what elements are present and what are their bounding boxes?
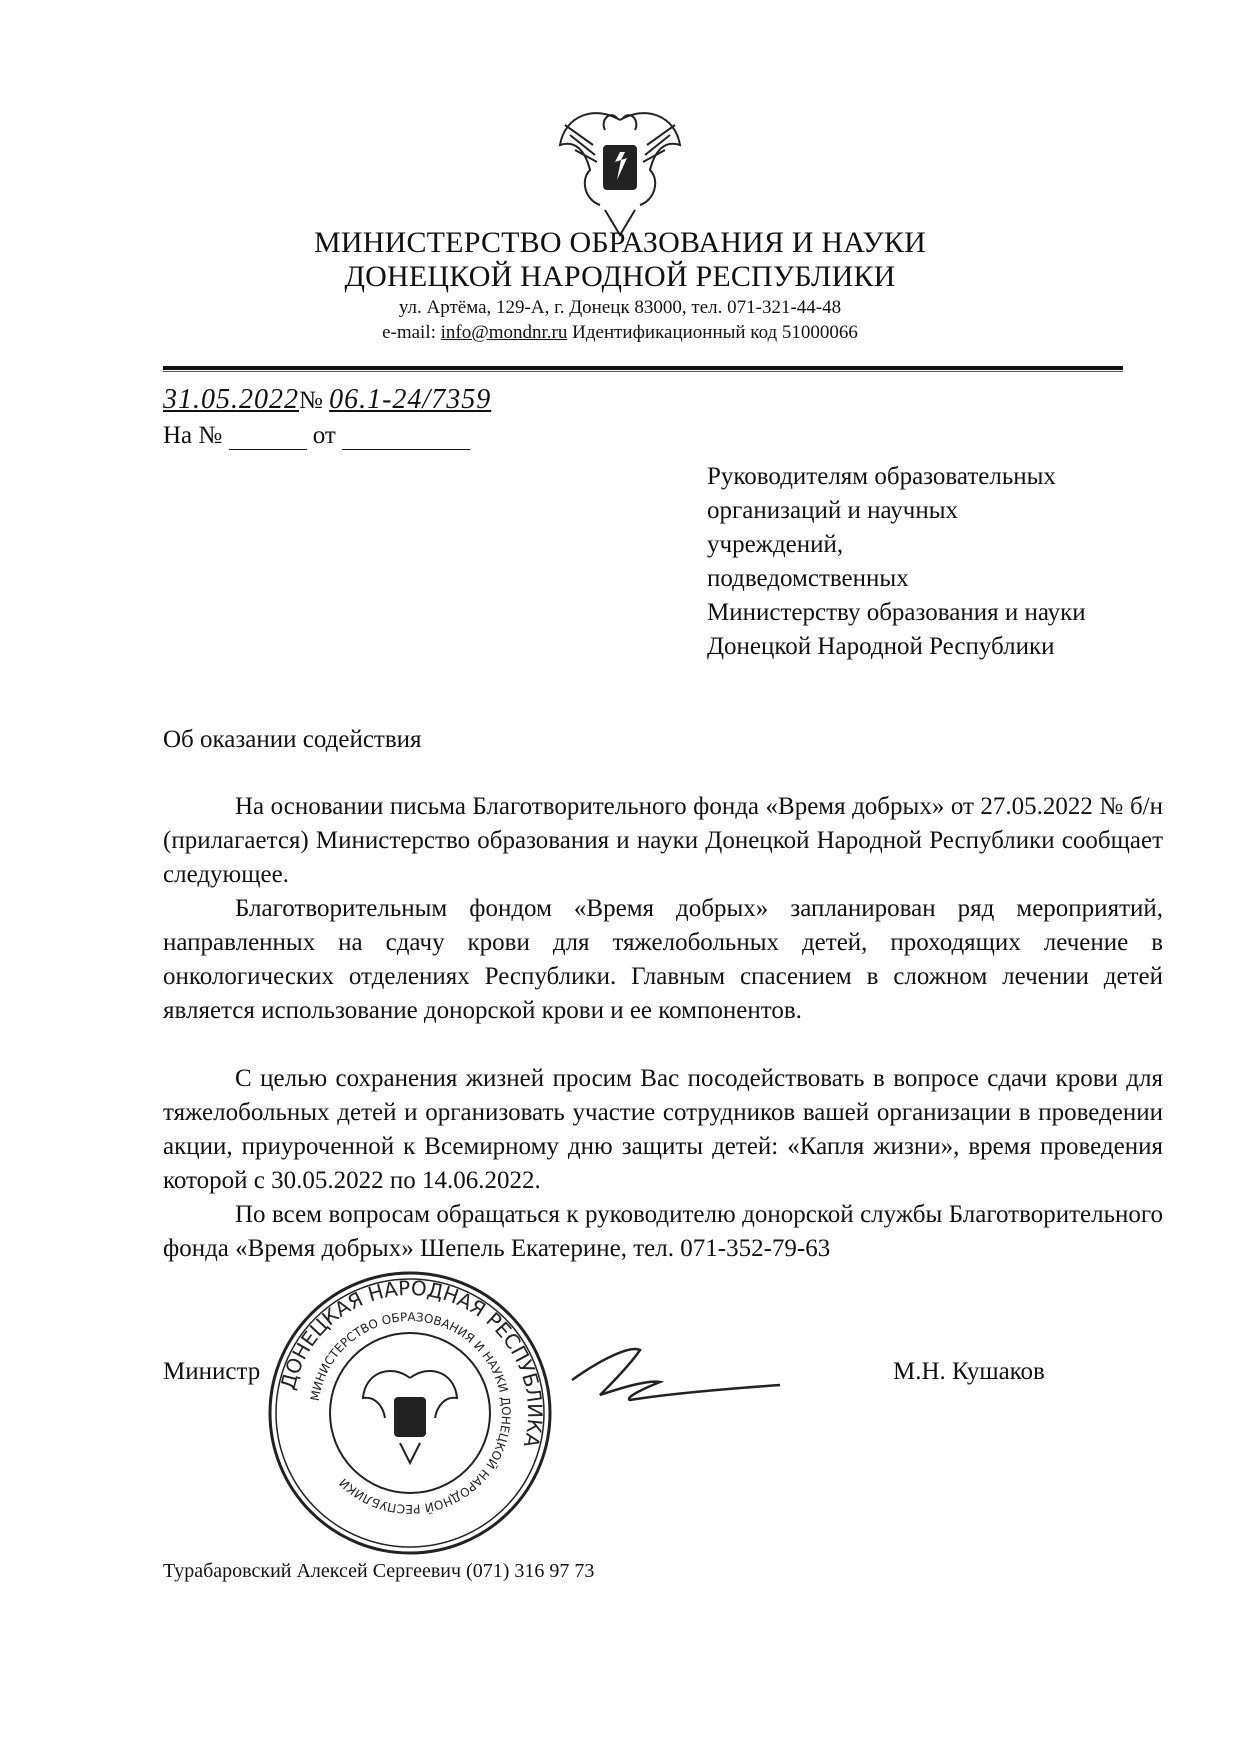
paragraph-4 bbox=[163, 1198, 1163, 1266]
addressee-line: Донецкой Народной Республики bbox=[707, 633, 1055, 660]
registration-line bbox=[163, 384, 491, 416]
addressee-line: подведомственных bbox=[707, 565, 909, 592]
addressee-line: учреждений, bbox=[707, 531, 844, 558]
email-label: e-mail: bbox=[382, 322, 436, 343]
stamp-outer-text: ДОНЕЦКАЯ НАРОДНАЯ РЕСПУБЛИКА bbox=[275, 1275, 548, 1450]
org-title-line2: ДОНЕЦКОЙ НАРОДНОЙ РЕСПУБЛИКИ bbox=[344, 260, 896, 293]
paragraph-text: По всем вопросам обращаться к руководителю донорской службы Благотворительного фонда «Время добрых» Шепель Екатерине, тел. 071-352-79-63 bbox=[163, 1201, 1163, 1262]
paragraph-text: На основании письма Благотворительного фонда «Время добрых» от 27.05.2022 № б/н (прилагается) Министерство образования и науки Донецкой Народной Республики сообщает следующее. bbox=[163, 793, 1163, 888]
org-title-line1: МИНИСТЕРСТВО ОБРАЗОВАНИЯ И НАУКИ bbox=[313, 226, 927, 259]
handwritten-signature-icon bbox=[570, 1340, 790, 1430]
paragraph-3 bbox=[163, 1062, 1163, 1198]
addressee-line: организаций и научных bbox=[707, 497, 959, 524]
number-sign: № bbox=[299, 387, 323, 414]
official-stamp-icon bbox=[265, 1268, 555, 1558]
org-contacts bbox=[0, 321, 1240, 345]
email-link[interactable]: info@mondnr.ru bbox=[440, 322, 568, 343]
paragraph-text: Благотворительным фондом «Время добрых» запланирован ряд мероприятий, направленных на сдачу крови для тяжелобольных детей, проходящих лечение в онкологических отделениях Республики. Главным спасением в сложном лечении детей является использование донорской крови и ее компонентов. bbox=[163, 895, 1163, 1024]
org-address: ул. Артёма, 129-А, г. Донецк 83000, тел. 071-321-44-48 bbox=[398, 297, 842, 318]
from-label: от bbox=[312, 422, 336, 449]
executor-contact: Турабаровский Алексей Сергеевич (071) 316 97 73 bbox=[163, 1560, 595, 1582]
doc-date: 31.05.2022 bbox=[163, 384, 299, 415]
addressee-line: Министерству образования и науки bbox=[707, 599, 1086, 626]
reply-date-blank bbox=[342, 427, 470, 450]
reply-number-blank bbox=[229, 427, 307, 450]
header-divider-thin bbox=[163, 371, 1123, 372]
addressee-block bbox=[707, 460, 1167, 664]
paragraph-text: С целью сохранения жизней просим Вас посодействовать в вопросе сдачи крови для тяжелобольных детей и организовать участие сотрудников вашей организации в проведении акции, приуроченной к Всемирному дню защиты детей: «Капля жизни», время проведения которой с 30.05.2022 по 14.06.2022. bbox=[163, 1065, 1163, 1194]
addressee-line: Руководителям образовательных bbox=[707, 463, 1056, 490]
reply-line bbox=[163, 422, 470, 450]
signatory-name: М.Н. Кушаков bbox=[893, 1358, 1045, 1385]
stamp-inner-text: МИНИСТЕРСТВО ОБРАЗОВАНИЯ И НАУКИ ДОНЕЦКОЙ НАРОДНОЙ РЕСПУБЛИКИ bbox=[307, 1309, 514, 1517]
paragraph-2 bbox=[163, 892, 1163, 1028]
reply-label: На № bbox=[163, 422, 223, 449]
coat-of-arms-icon bbox=[555, 100, 685, 240]
header-divider bbox=[163, 366, 1123, 370]
subject-line: Об оказании содействия bbox=[163, 726, 422, 753]
doc-number: 06.1-24/7359 bbox=[329, 384, 492, 415]
paragraph-1 bbox=[163, 790, 1163, 892]
signatory-title: Министр bbox=[163, 1358, 261, 1385]
id-code: Идентификационный код 51000066 bbox=[572, 322, 858, 343]
